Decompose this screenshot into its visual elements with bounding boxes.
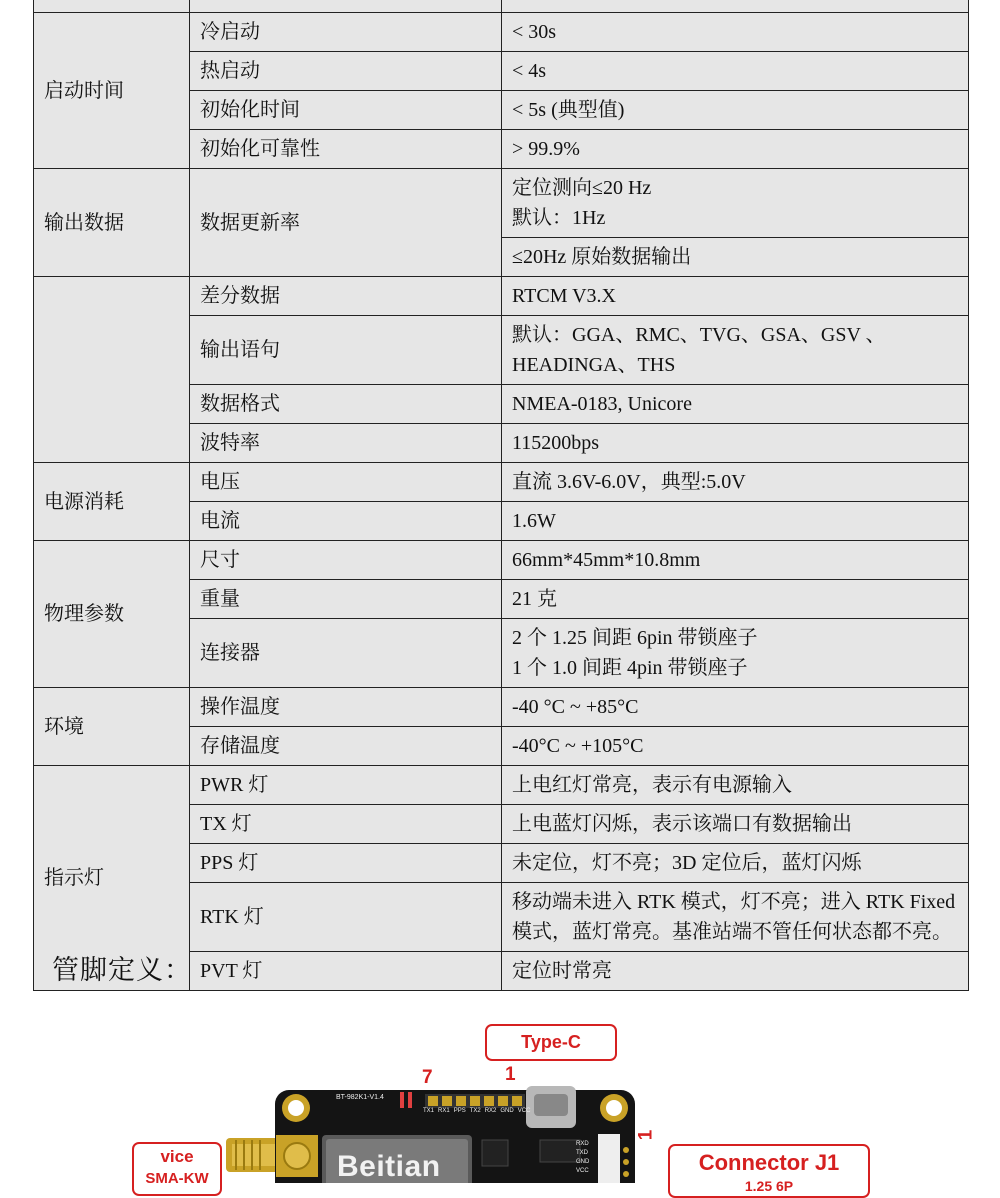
sma-connector-thread xyxy=(232,1144,276,1166)
param-cell: PPS 灯 xyxy=(190,844,502,883)
param-cell: RTK 灯 xyxy=(190,883,502,952)
silk-pin-label: TX2 xyxy=(469,1108,481,1114)
value-line: 未定位，灯不亮；3D 定位后，蓝灯闪烁 xyxy=(512,852,862,874)
param-cell: 电流 xyxy=(190,502,502,541)
pin-definition-heading: 管脚定义： xyxy=(52,955,192,985)
silk-pin-labels xyxy=(423,1108,531,1114)
pin-1-side-label: 1 xyxy=(635,1129,657,1141)
board-model-text: BT-982K1-V1.4 xyxy=(336,1094,384,1101)
value-line: 移动端未进入 RTK 模式，灯不亮；进入 RTK Fixed xyxy=(512,891,956,913)
right-pin-label: VCC xyxy=(576,1168,589,1174)
silk-pin-label: PPS xyxy=(453,1108,466,1114)
group-cell: 环境 xyxy=(34,688,190,766)
param-cell: 电压 xyxy=(190,463,502,502)
group-cell: 物理参数 xyxy=(34,541,190,688)
pin-7-label: 7 xyxy=(422,1067,433,1088)
value-line: HEADINGA、THS xyxy=(512,354,676,376)
value-line: 115200bps xyxy=(512,432,600,454)
right-pin-label: TXD xyxy=(576,1150,588,1156)
param-cell: 尺寸 xyxy=(190,541,502,580)
value-line: -40°C ~ +105°C xyxy=(512,735,644,757)
antenna-label-box xyxy=(132,1142,222,1196)
right-pin-label: RXD xyxy=(576,1141,589,1147)
param-cell: 热启动 xyxy=(190,52,502,91)
silk-pin-label: VCC xyxy=(517,1108,531,1114)
connector-j1-label: Connector J1 xyxy=(698,1150,840,1175)
group-cell: 电源消耗 xyxy=(34,463,190,541)
value-line: < 5s (典型值) xyxy=(512,99,625,121)
value-line: -40 °C ~ +85°C xyxy=(512,696,639,718)
param-cell: 差分数据 xyxy=(190,277,502,316)
param-cell: PWR 灯 xyxy=(190,766,502,805)
type-c-label: Type-C xyxy=(521,1032,581,1052)
value-line: 上电蓝灯闪烁，表示该端口有数据输出 xyxy=(512,813,852,835)
value-line: 2 个 1.25 间距 6pin 带锁座子 xyxy=(512,627,758,649)
param-cell: 重量 xyxy=(190,580,502,619)
param-cell: 波特率 xyxy=(190,424,502,463)
value-line: 21 克 xyxy=(512,588,557,610)
param-cell: 输出语句 xyxy=(190,316,502,385)
value-line: 定位测向≤20 Hz xyxy=(512,177,652,199)
param-cell: 初始化时间 xyxy=(190,91,502,130)
param-cell: 存储温度 xyxy=(190,727,502,766)
value-line: 66mm*45mm*10.8mm xyxy=(512,549,701,571)
value-line: < 4s xyxy=(512,60,547,82)
value-line: 定位时常亮 xyxy=(512,960,612,982)
header-pins xyxy=(425,1094,525,1108)
group-cell: 启动时间 xyxy=(34,13,190,169)
value-line: 模式，蓝灯常亮。基准站端不管任何状态都不亮。 xyxy=(512,921,952,943)
group-cell: 指示灯 xyxy=(34,766,190,991)
value-line: NMEA-0183, Unicore xyxy=(512,393,692,415)
value-line: < 30s xyxy=(512,21,557,43)
param-cell: 操作温度 xyxy=(190,688,502,727)
antenna-label: vice xyxy=(160,1147,194,1166)
value-line: > 99.9% xyxy=(512,138,580,160)
value-line: 直流 3.6V-6.0V，典型:5.0V xyxy=(512,471,746,493)
silk-pin-label: TX1 xyxy=(423,1108,435,1114)
connector-j1-label-box xyxy=(668,1144,870,1198)
value-line: RTCM V3.X xyxy=(512,285,617,307)
brand-logo-text: Beitian xyxy=(337,1150,441,1183)
antenna-sub-label: SMA-KW xyxy=(145,1170,209,1187)
pin-1-top-label: 1 xyxy=(505,1064,516,1085)
param-cell: PVT 灯 xyxy=(190,952,502,991)
value-line: 上电红灯常亮，表示有电源输入 xyxy=(512,774,792,796)
silk-pin-label: RX2 xyxy=(484,1108,497,1114)
right-pin-label: GND xyxy=(576,1159,590,1165)
silk-pin-label: RX1 xyxy=(438,1108,450,1114)
silk-pin-label: GND xyxy=(500,1108,514,1114)
param-cell: 冷启动 xyxy=(190,13,502,52)
right-pin-labels xyxy=(576,1140,598,1176)
group-cell: 输出数据 xyxy=(34,169,190,277)
value-line: 默认：GGA、RMC、TVG、GSA、GSV 、 xyxy=(512,324,886,346)
value-line: 1 个 1.0 间距 4pin 带锁座子 xyxy=(512,657,748,679)
connector-j1 xyxy=(598,1134,620,1183)
param-cell: TX 灯 xyxy=(190,805,502,844)
param-cell: 数据更新率 xyxy=(190,169,502,277)
value-cell: ≤20Hz 原始数据输出 xyxy=(502,238,969,277)
param-cell: 初始化可靠性 xyxy=(190,130,502,169)
value-line: 1.6W xyxy=(512,510,556,532)
param-cell: 连接器 xyxy=(190,619,502,688)
value-line: 默认：1Hz xyxy=(512,207,606,229)
param-cell: 数据格式 xyxy=(190,385,502,424)
connector-j1-sub-label: 1.25 6P xyxy=(744,1178,794,1194)
